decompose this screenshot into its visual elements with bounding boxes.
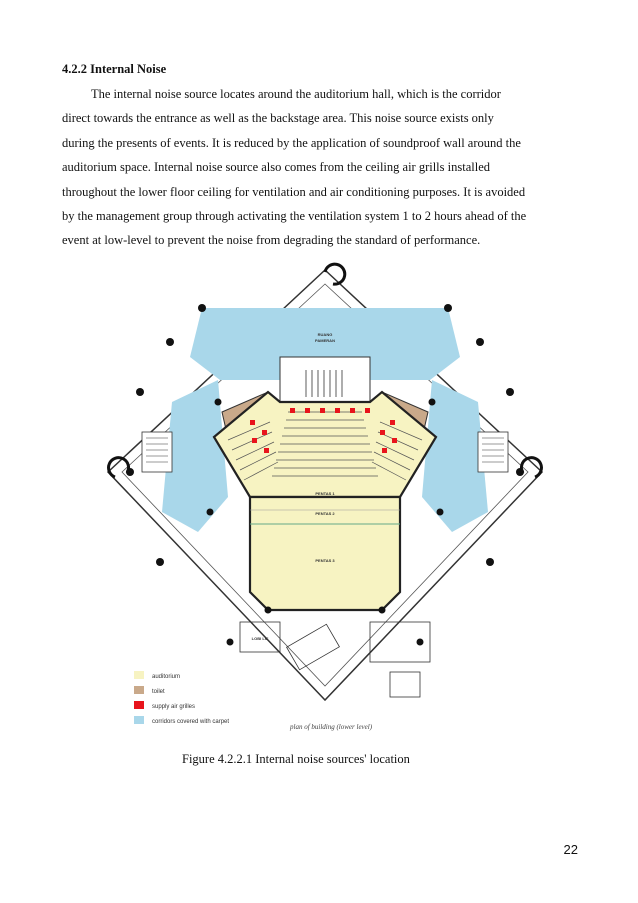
lobi-lif-label: LOBI LIF (251, 636, 269, 641)
paragraph-line: by the management group through activating the ventilation system 1 to 2 hours ahead of the (62, 209, 527, 224)
page-number: 22 (563, 842, 578, 857)
legend-swatch-auditorium (134, 671, 144, 679)
plan-legend (134, 671, 229, 725)
paragraph-line: direct towards the entrance as well as the backstage area. This noise source exists only (62, 111, 494, 126)
lobby-block (280, 357, 370, 402)
paragraph-line: during the presents of events. It is reduced by the application of soundproof wall around the (62, 135, 521, 150)
legend-label-toilet: toilet (152, 689, 165, 695)
ruang-pameran-label-2: PAMERAN (315, 338, 335, 343)
pentas-1-label: PENTAS 1 (315, 491, 335, 496)
paragraph-line: throughout the lower floor ceiling for ventilation and air conditioning purposes. It is avoided (62, 184, 526, 199)
section-heading: 4.2.2 Internal Noise (62, 62, 167, 76)
paragraph-line: auditorium space. Internal noise source also comes from the ceiling air grills installed (62, 160, 490, 175)
ruang-pameran-label: RUANG (317, 332, 333, 337)
pentas-2-label: PENTAS 2 (315, 511, 335, 516)
legend-swatch-toilet (134, 686, 144, 694)
figure-caption: Figure 4.2.2.1 Internal noise sources' location (182, 752, 410, 766)
pentas-3-label: PENTAS 3 (315, 558, 335, 563)
legend-swatch-supply-air-grilles (134, 701, 144, 709)
floor-plan-figure (100, 262, 550, 738)
legend-label-auditorium: auditorium (152, 674, 181, 680)
plan-title: plan of building (lower level) (290, 723, 373, 731)
legend-label-supply-air-grilles: supply air grilles (152, 704, 196, 710)
legend-label-corridors: corridors covered with carpet (152, 719, 230, 725)
body-paragraph (62, 82, 582, 253)
paragraph-line: The internal noise source locates around the auditorium hall, which is the corridor (91, 87, 501, 101)
floor-plan-drawing (100, 262, 550, 738)
paragraph-line: event at low-level to prevent the noise from degrading the standard of performance. (62, 233, 481, 248)
legend-swatch-corridors (134, 716, 144, 724)
